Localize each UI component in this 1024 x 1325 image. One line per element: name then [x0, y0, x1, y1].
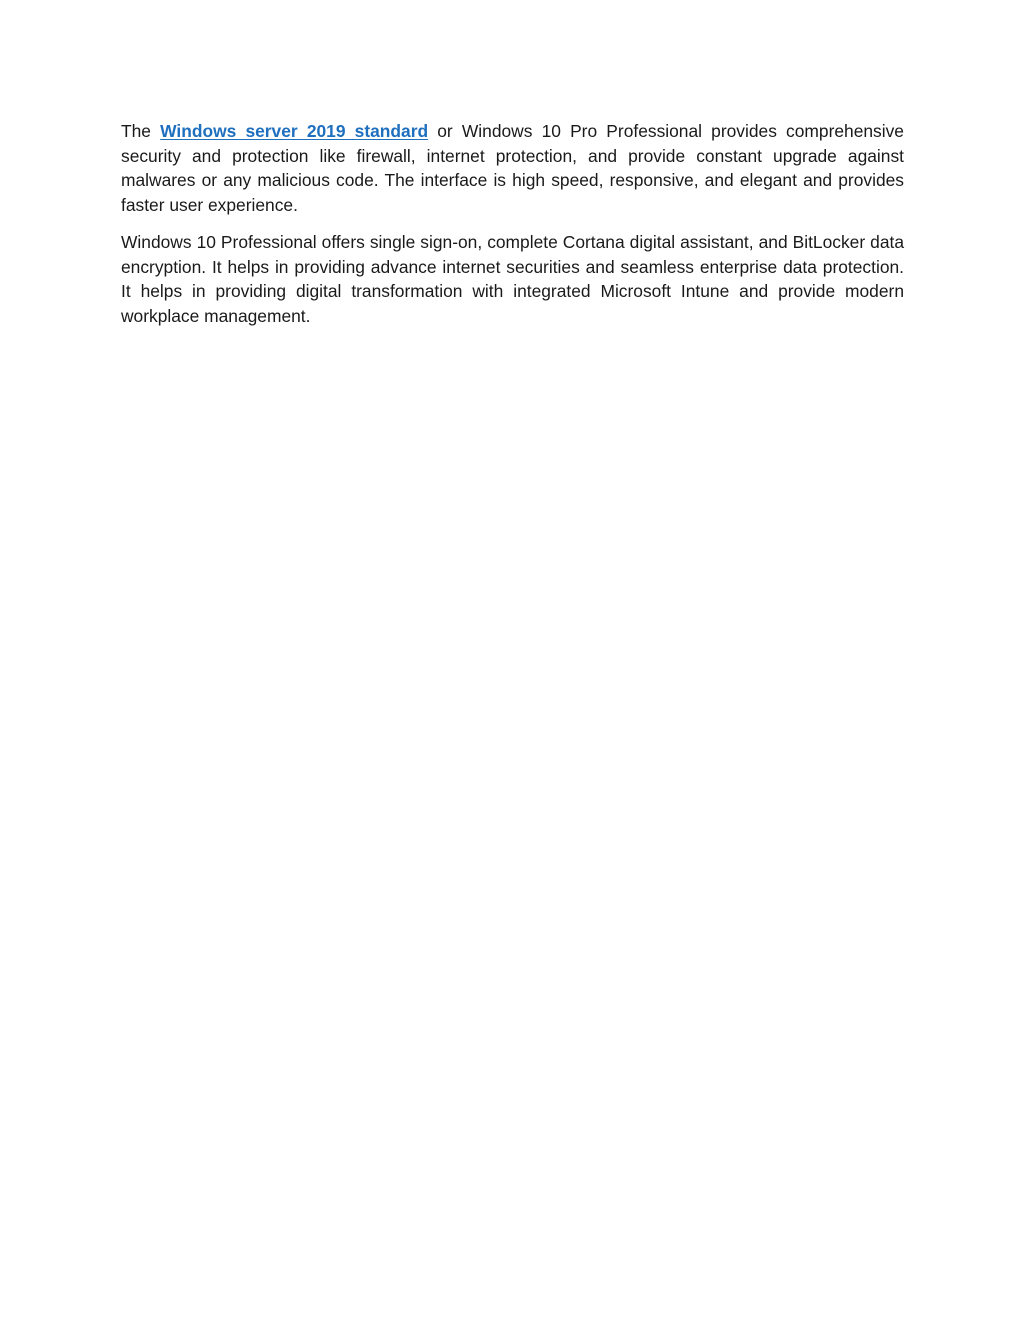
windows-server-2019-standard-link[interactable]: Windows server 2019 standard [160, 121, 429, 141]
paragraph-features: Windows 10 Professional offers single sign-on, complete Cortana digital assistant, and BitLocker data encryption. It helps in providing advance internet securities and seamless enterprise data protection. It helps in providing digital transformation with integrated Microsoft Intune and provide modern workplace management. [121, 231, 904, 326]
paragraph-intro [121, 119, 904, 217]
paragraph-intro-lead: The [121, 121, 161, 141]
document-body [121, 119, 904, 341]
paragraph-intro-rest: or Windows 10 Pro Professional provides comprehensive security and protection like firewall, internet protection, and provide constant upgrade against malwares or any malicious code. The interface is high speed, responsive, and elegant and provides faster user experience. [121, 121, 904, 215]
